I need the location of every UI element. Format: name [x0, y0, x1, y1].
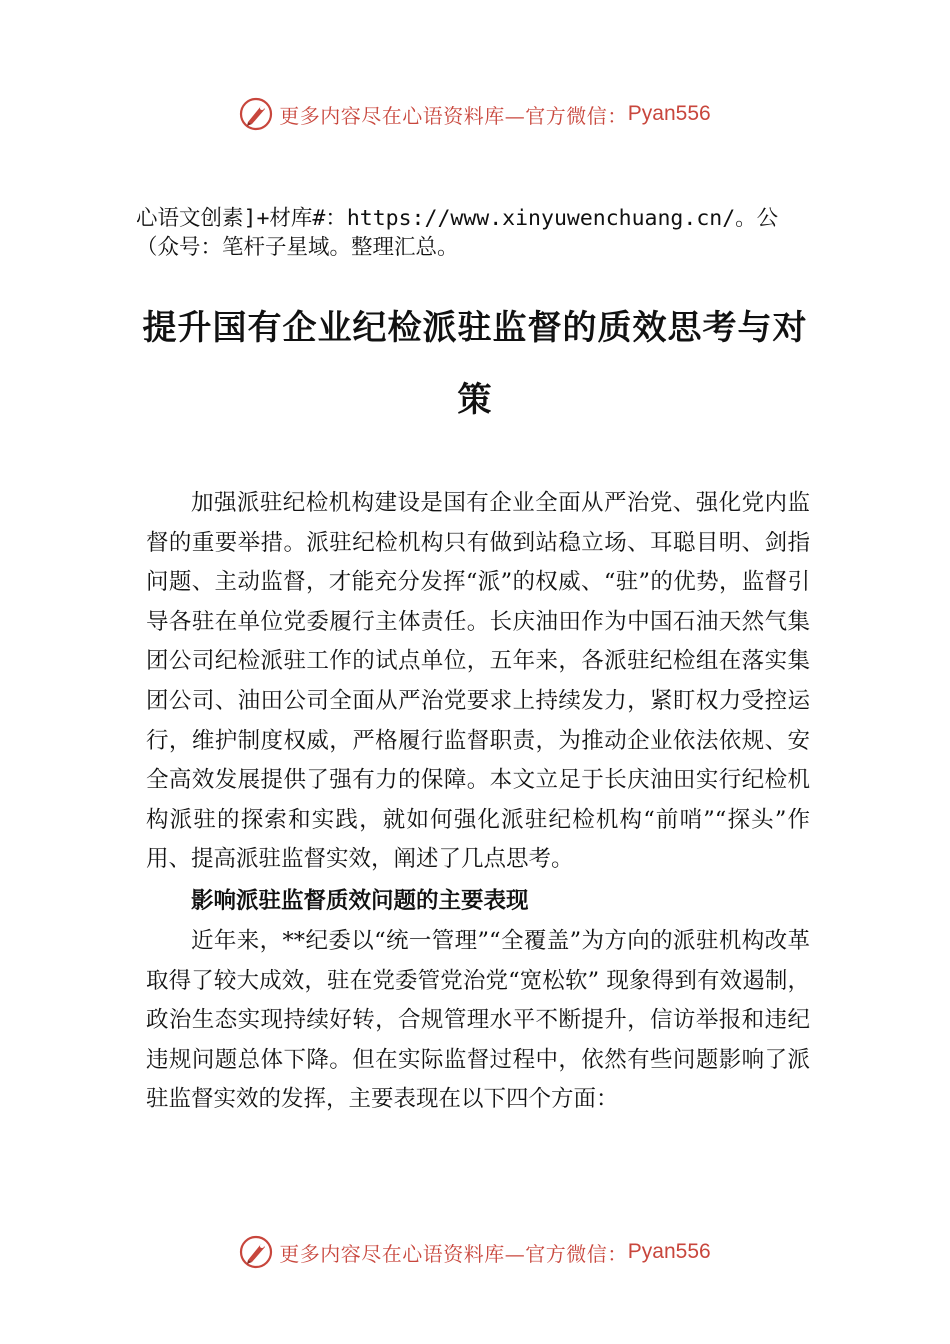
- document-body: [146, 484, 810, 1120]
- banner-wechat-id: Pyan556: [627, 1240, 711, 1263]
- banner-text: 更多内容尽在心语资料库—官方微信：: [279, 103, 628, 128]
- document-title: 提升国有企业纪检派驻监督的质效思考与对策: [142, 308, 808, 420]
- banner-text: 更多内容尽在心语资料库—官方微信：: [279, 1241, 628, 1266]
- intro-paragraph: 加强派驻纪检机构建设是国有企业全面从严治党、强化党内监督的重要举措。派驻纪检机构只有做到站稳立场、耳聪目明、剑指问题、主动监督，才能充分发挥“派”的权威、“驻”的优势，监督引导各驻在单位党委履行主体责任。长庆油田作为中国石油天然气集团公司纪检派驻工作的试点单位，五年来，各派驻纪检组在落实集团公司、油田公司全面从严治党要求上持续发力，紧盯权力受控运行，维护制度权威，严格履行监督职责，为推动企业依法依规、安全高效发展提供了强有力的保障。本文立足于长庆油田实行纪检机构派驻的探索和实践，就如何强化派驻纪检机构“前哨”“探头”作用、提高派驻监督实效，阐述了几点思考。: [146, 490, 810, 873]
- pen-logo-icon: [239, 1235, 273, 1269]
- banner-wechat-id: Pyan556: [627, 102, 711, 125]
- header-banner: [0, 94, 950, 134]
- pen-logo-icon: [239, 97, 273, 131]
- section-paragraph: 近年来，**纪委以“统一管理”“全覆盖”为方向的派驻机构改革取得了较大成效，驻在党委管党治党“宽松软” 现象得到有效遏制，政治生态实现持续好转，合规管理水平不断提升，信访举报和违纪违规问题总体下降。但在实际监督过程中，依然有些问题影响了派驻监督实效的发挥，主要表现在以下四个方面：: [146, 927, 810, 1113]
- source-note: 心语文创素]+材库#：https://www.xinyuwenchuang.cn/。公（众号：笔杆子星域。整理汇总。: [136, 206, 779, 260]
- footer-banner: [0, 1232, 950, 1272]
- section-heading: 影响派驻监督质效问题的主要表现: [191, 887, 529, 914]
